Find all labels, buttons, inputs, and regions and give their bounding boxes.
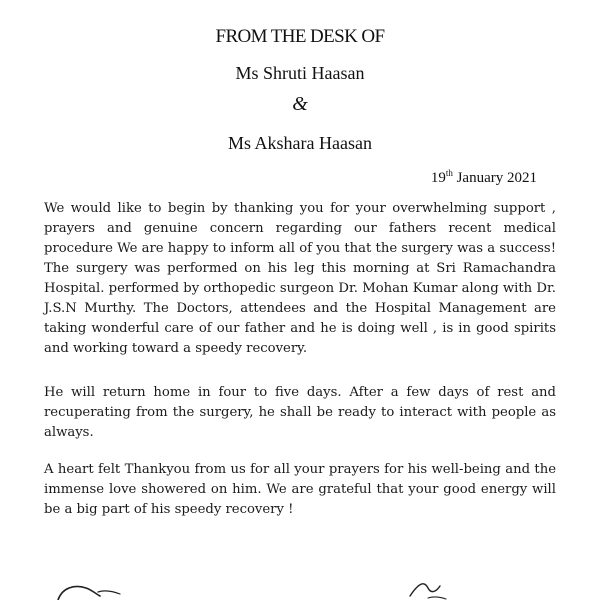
- signature-right: [410, 584, 440, 596]
- date-suffix: th: [445, 168, 453, 178]
- signature-left-tail: [98, 591, 120, 594]
- letterhead-name-akshara: Ms Akshara Haasan: [228, 133, 372, 153]
- body-paragraph-2: He will return home in four to five days. After a few days of rest and recuperating from the surgery, he shall be ready to interact with people as always.: [44, 385, 556, 440]
- letter-date: [431, 168, 537, 187]
- body-paragraph-3: A heart felt Thankyou from us for all your prayers for his well-being and the immense love showered on him. We are grateful that your good energy will be a big part of his speedy recovery !: [44, 462, 556, 517]
- date-day: 19: [430, 170, 446, 186]
- signature-left: [58, 587, 100, 600]
- signature-right-tail: [428, 597, 446, 599]
- date-month-year: January 2021: [456, 170, 537, 186]
- letterhead-name-shruti: Ms Shruti Haasan: [235, 63, 365, 83]
- signature-strokes: [0, 570, 600, 600]
- body-paragraph-1: We would like to begin by thanking you for your overwhelming support , prayers and genuine concern regarding our fathers recent medical procedure We are happy to inform all of you that the surgery was a success! The surgery was performed on his leg this morning at Sri Ramachandra Hospital. performed by orthopedic surgeon Dr. Mohan Kumar along with Dr. J.S.N Murthy. The Doctors, attendees and the Hospital Management are taking wonderful care of our father and he is doing well , is in good spirits and working toward a speedy recovery.: [44, 201, 556, 356]
- letterhead-from-desk: FROM THE DESK OF: [215, 26, 385, 47]
- letterhead-ampersand: &: [292, 93, 308, 115]
